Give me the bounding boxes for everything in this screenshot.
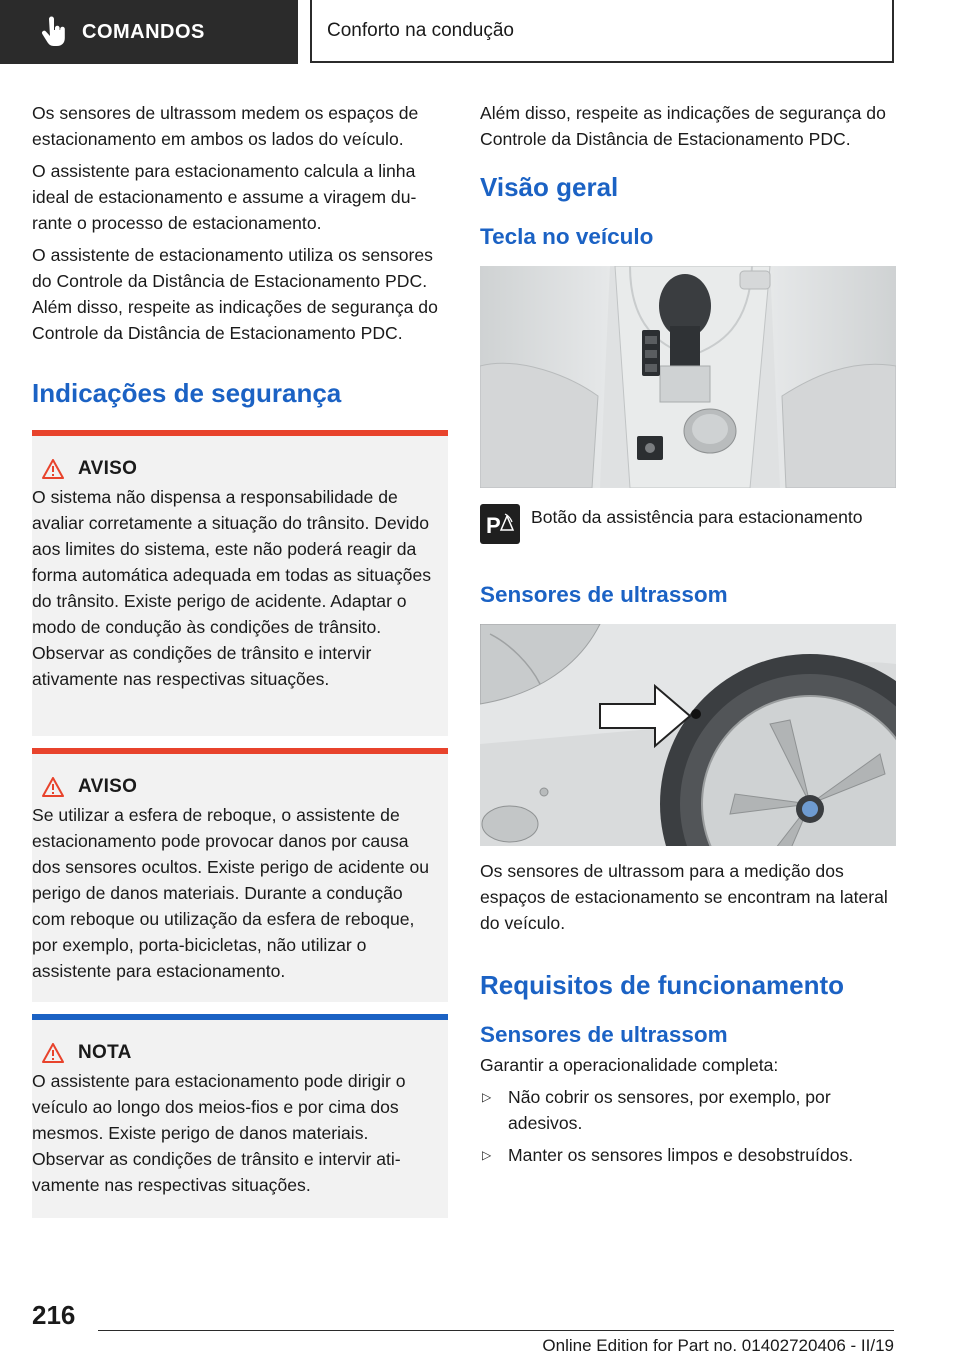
button-caption-row <box>480 504 896 544</box>
requirements-list <box>480 1084 896 1168</box>
note-header <box>32 1042 438 1064</box>
list-item-text: Não cobrir os sensores, por exemplo, por adesivos. <box>508 1087 831 1133</box>
warning-title: AVISO <box>78 458 138 479</box>
overview-heading: Visão geral <box>480 172 619 202</box>
paragraph: Os sensores de ultrassom medem os espaços de estacionamento em ambos os lados do veículo. <box>32 103 419 149</box>
paragraph: O assistente de estacionamento utiliza os sensores do Controle da Distância de Estacionamento PDC. Além disso, respeite as indicações de segurança do Controle da Distância de Estacionamento PDC. <box>32 245 438 343</box>
note-title: NOTA <box>78 1042 132 1063</box>
requirements-heading: Requisitos de funcionamento <box>480 970 845 1000</box>
warning-text: O sistema não dispensa a responsabilidade de avaliar corretamente a situação do trânsito. Devido aos limites do sistema, este não poderá reagir da forma automática adequada em todas as situações do trânsito. Existe perigo de acidente. Adaptar o modo de condução às condições de trânsito. Observar as condições de trânsito e intervir ativamente nas respectivas situações. <box>32 487 432 689</box>
sensors-heading: Sensores de ultrassom <box>480 582 728 607</box>
warning-box <box>32 430 448 736</box>
right-column <box>480 100 896 1174</box>
section-title: Conforto na condução <box>327 19 514 41</box>
triangle-bullet-icon: ▷ <box>482 1090 492 1104</box>
warning-text: Se utilizar a esfera de reboque, o assistente de estacionamento pode provocar danos por causa dos sensores ocultos. Existe perigo de acidente ou perigo de danos materiais. Durante a condução com reboque ou utilização da esfera de reboque, por exemplo, porta-bicicletas, não utilizar o assistente para estacionamento. <box>32 805 430 981</box>
park-assist-icon <box>480 504 520 544</box>
left-column <box>32 100 448 1218</box>
safety-heading: Indicações de segurança <box>32 378 342 408</box>
list-item-text: Manter os sensores limpos e desobstruídos. <box>508 1145 854 1165</box>
warning-triangle-icon <box>42 777 64 797</box>
note-box <box>32 1014 448 1218</box>
button-caption: Botão da assistência para estacionamento <box>531 507 863 527</box>
chapter-label: COMANDOS <box>82 20 205 43</box>
paragraph: O assistente para estacionamento calcula a linha ideal de estacionamento e assume a viragem durante o processo de estacionamento. <box>32 161 417 233</box>
warning-header <box>32 458 438 480</box>
hand-pointer-icon <box>34 12 74 52</box>
requirements-subheading: Sensores de ultrassom <box>480 1022 728 1047</box>
paragraph: Além disso, respeite as indicações de segurança do Controle da Distância de Estacionamento PDC. <box>480 103 886 149</box>
page-number: 216 <box>32 1300 76 1330</box>
sensor-photo <box>480 624 896 846</box>
warning-box <box>32 748 448 1002</box>
warning-triangle-icon <box>42 1043 64 1063</box>
svg-text:P: P <box>486 513 501 538</box>
warning-triangle-icon <box>42 459 64 479</box>
list-item <box>480 1142 896 1168</box>
button-heading: Tecla no veículo <box>480 224 654 249</box>
requirements-intro: Garantir a operacionalidade completa: <box>480 1055 779 1075</box>
section-header <box>310 0 894 63</box>
footer-divider <box>98 1330 894 1331</box>
console-photo <box>480 266 896 488</box>
warning-header <box>32 776 438 798</box>
warning-title: AVISO <box>78 776 138 797</box>
edition-text: Online Edition for Part no. 01402720406 - II/19 <box>542 1336 894 1355</box>
triangle-bullet-icon: ▷ <box>482 1148 492 1162</box>
note-text: O assistente para estacionamento pode dirigir o veículo ao longo dos meios-fios e por cima dos mesmos. Existe perigo de danos materiais. Observar as condições de trânsito e intervir ativamente nas respectivas situações. <box>32 1071 406 1195</box>
sensors-text: Os sensores de ultrassom para a medição dos espaços de estacionamento se encontram na lateral do veículo. <box>480 861 888 933</box>
chapter-tab <box>0 0 298 64</box>
list-item <box>480 1084 896 1136</box>
